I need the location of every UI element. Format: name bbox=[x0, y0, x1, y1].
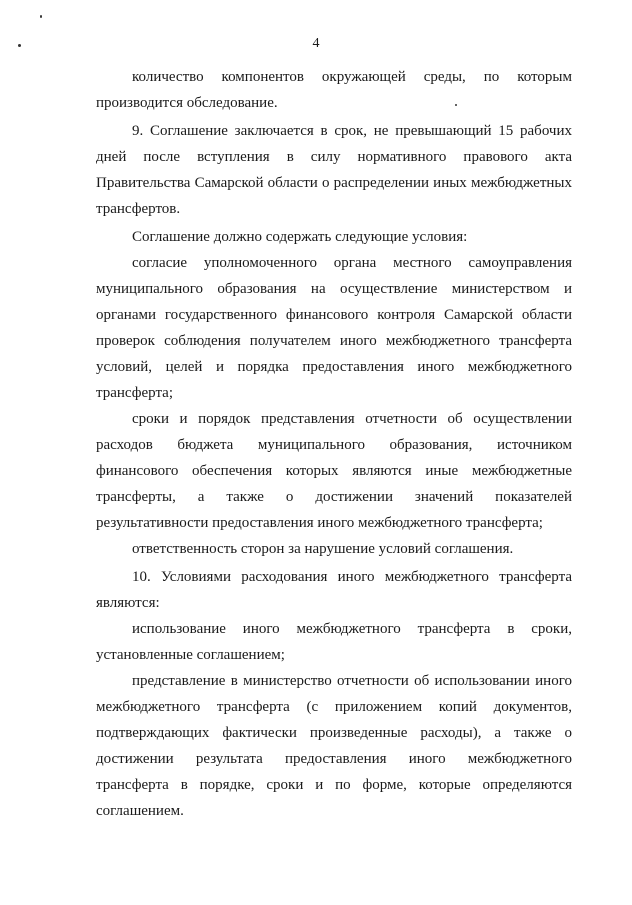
page-number: 4 bbox=[312, 36, 320, 51]
paragraph-components: количество компонентов окружающей среды, по которым производится обследование. bbox=[96, 69, 572, 111]
paragraph-responsibility: ответственность сторон за нарушение условий соглашения. bbox=[132, 541, 514, 557]
body-text bbox=[96, 64, 572, 824]
scan-speck bbox=[40, 15, 42, 18]
paragraph-agreement-term: 9. Соглашение заключается в срок, не превышающий 15 рабочих дней после вступления в силу нормативного правового акта Правительства Самарской области о распределении иных межбюджетных трансфертов. bbox=[96, 123, 572, 217]
paragraph-reporting-submission: представление в министерство отчетности об использовании иного межбюджетного трансферта (с приложением копий документов, подтверждающих фактически произведенные расходы), а также о достижении результата предоставления иного межбюджетного трансферта в порядке, сроки и по форме, которые определяются соглашением. bbox=[96, 673, 572, 819]
paragraph-reporting: сроки и порядок представления отчетности об осуществлении расходов бюджета муниципального образования, источником финансового обеспечения которых являются иные межбюджетные трансферты, а также о достижении значений показателей результативности предоставления иного межбюджетного трансферта; bbox=[96, 411, 572, 531]
paragraph-conditions-intro: Соглашение должно содержать следующие условия: bbox=[132, 229, 468, 245]
paragraph-usage-terms: использование иного межбюджетного трансферта в сроки, установленные соглашением; bbox=[96, 621, 572, 663]
paragraph-consent: согласие уполномоченного органа местного самоуправления муниципального образования на осуществление министерством и органами государственного финансового контроля Самарской области проверок соблюдения получателем иного межбюджетного трансферта условий, целей и порядка предоставления иного межбюджетного трансферта; bbox=[96, 255, 572, 401]
paragraph-spending-conditions: 10. Условиями расходования иного межбюджетного трансферта являются: bbox=[96, 569, 572, 611]
